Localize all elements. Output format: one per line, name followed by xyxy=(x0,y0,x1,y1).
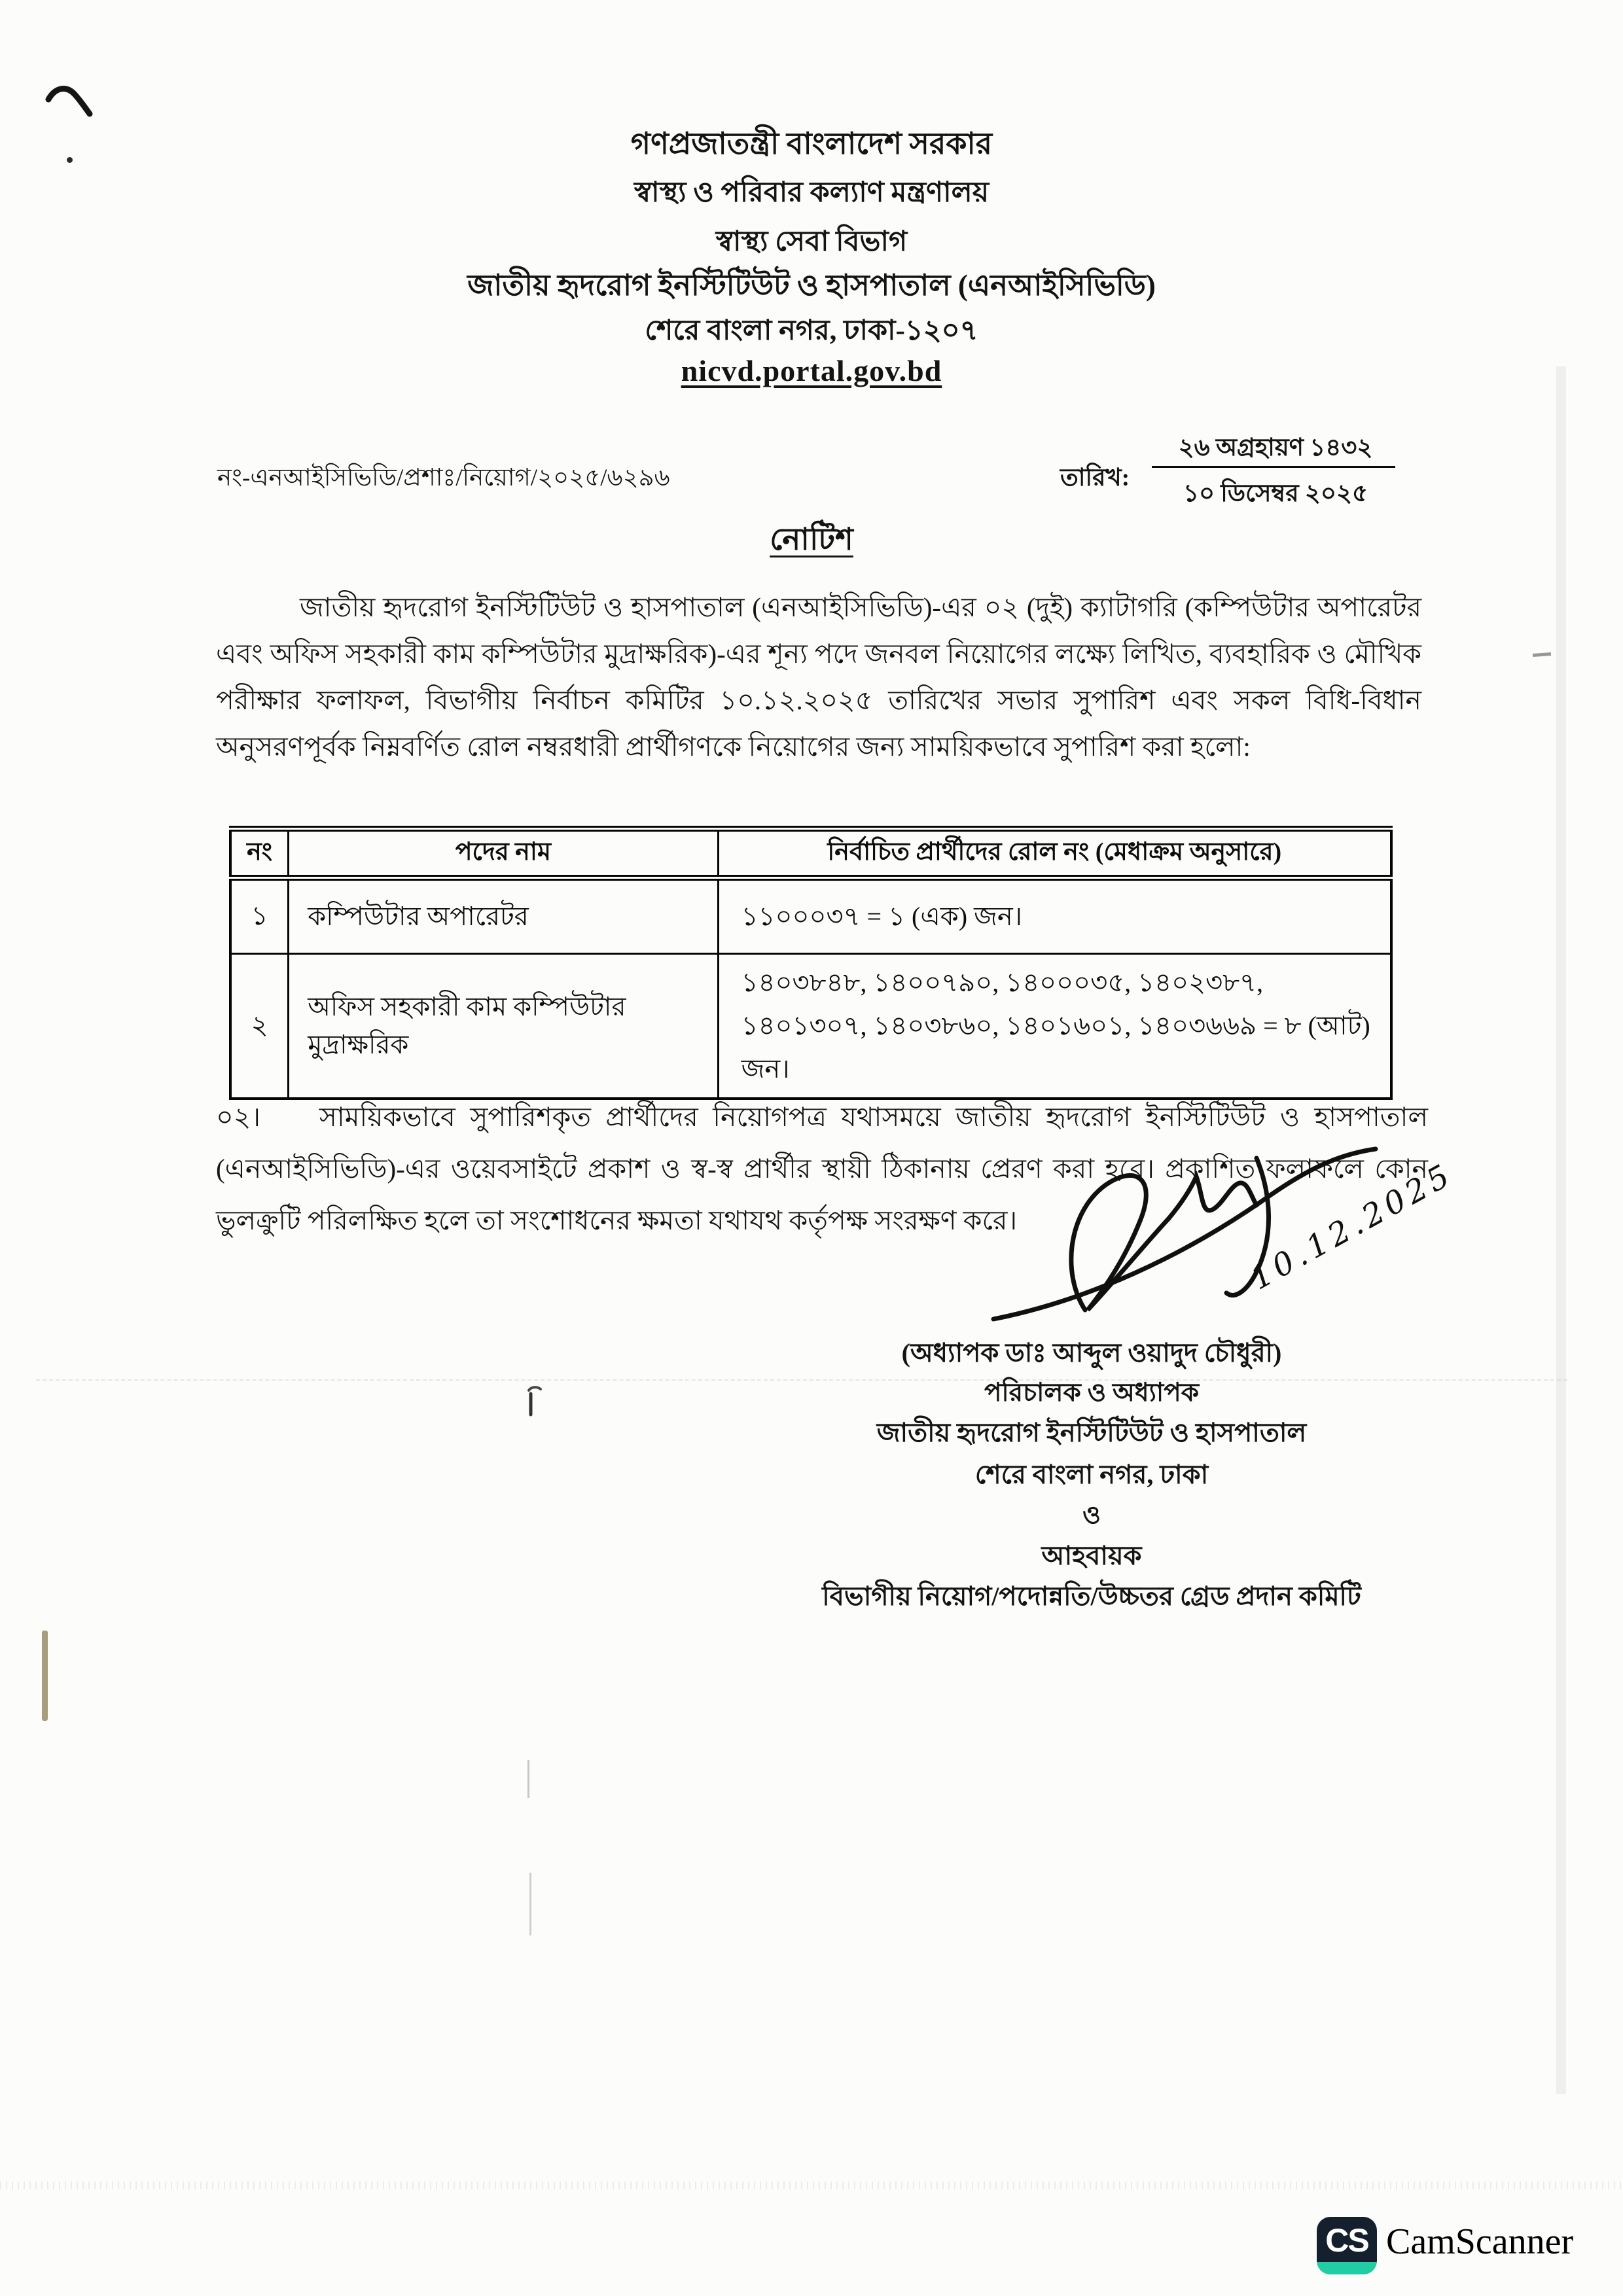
row-roll-numbers: ১১০০০৩৭ = ১ (এক) জন। xyxy=(718,878,1391,954)
date-label: তারিখ: xyxy=(1060,465,1130,491)
committee-name: বিভাগীয় নিয়োগ/পদোন্নতি/উচ্চতর গ্রেড প্রদান কমিটি xyxy=(822,1581,1361,1611)
table-row xyxy=(230,954,1391,1099)
scan-streak xyxy=(529,1873,531,1935)
camscanner-icon-cs-text: CS xyxy=(1325,2221,1368,2259)
camscanner-app-icon xyxy=(1317,2217,1377,2274)
notice-clause-02: ০২। সাময়িকভাবে সুপারিশকৃত প্রার্থীদের নিয়োগপত্র যথাসময়ে জাতীয় হৃদরোগ ইনস্টিটিউট ও হাসপাতাল (এনআইসিভিডি)-এর ওয়েবসাইটে প্রকাশ ও স্ব-স্ব প্রার্থীর স্থায়ী ঠিকানায় প্রেরণ করা হবে। প্রকাশিত ফলাফলে কোন ভুলক্রুটি পরিলক্ষিত হলে তা সংশোধনের ক্ষমতা যথাযথ কর্তৃপক্ষ সংরক্ষণ করে। xyxy=(216,1102,1428,1235)
col-header-post: পদের নাম xyxy=(289,829,718,878)
row-serial: ১ xyxy=(230,878,289,954)
row-post-name: অফিস সহকারী কাম কম্পিউটার মুদ্রাক্ষরিক xyxy=(289,954,718,1099)
conjunction-and: ও xyxy=(1082,1502,1101,1529)
signatory-address: শেরে বাংলা নগর, ঢাকা xyxy=(974,1460,1209,1489)
col-header-serial: নং xyxy=(230,829,289,878)
ink-mark xyxy=(522,1385,552,1419)
date-gregorian: ১০ ডিসেম্বর ২০২৫ xyxy=(1183,480,1368,507)
website-url: nicvd.portal.gov.bd xyxy=(681,354,942,387)
handwritten-date: 10.12.2025 xyxy=(1244,1156,1460,1298)
table-header-row xyxy=(230,829,1391,878)
table-row xyxy=(230,878,1391,954)
stray-dash xyxy=(1533,652,1551,657)
scan-noise-strip xyxy=(0,2181,1623,2189)
institute-address: শেরে বাংলা নগর, ঢাকা-১২০৭ xyxy=(645,315,978,346)
row-roll-numbers: ১৪০৩৮৪৮, ১৪০০৭৯০, ১৪০০০৩৫, ১৪০২৩৮৭, ১৪০১৩০৭, ১৪০৩৮৬০, ১৪০১৬০১, ১৪০৩৬৬৯ = ৮ (আট) জন। xyxy=(718,954,1391,1099)
division-title: স্বাস্থ্য সেবা বিভাগ xyxy=(715,226,908,257)
col-header-roll: নির্বাচিত প্রার্থীদের রোল নং (মেধাক্রম অনুসারে) xyxy=(718,829,1391,878)
govt-title: গণপ্রজাতন্ত্রী বাংলাদেশ সরকার xyxy=(630,127,993,160)
notice-heading: নোটিশ xyxy=(770,523,853,557)
memo-number: নং-এনআইসিভিডি/প্রশাঃ/নিয়োগ/২০২৫/৬২৯৬ xyxy=(217,465,670,491)
date-bangla: ২৬ অগ্রহায়ণ ১৪৩২ xyxy=(1178,434,1373,461)
camscanner-icon-accent-band xyxy=(1317,2262,1377,2274)
signatory-designation: পরিচালক ও অধ্যাপক xyxy=(984,1379,1199,1407)
scan-shadow-band xyxy=(1556,366,1566,2094)
row-post-name: কম্পিউটার অপারেটর xyxy=(289,878,718,954)
pen-mark-top-left xyxy=(45,84,97,120)
camscanner-wordmark: CamScanner xyxy=(1386,2221,1574,2262)
left-edge-artifact xyxy=(42,1631,48,1721)
ministry-title: স্বাস্থ্য ও পরিবার কল্যাণ মন্ত্রণালয় xyxy=(633,177,990,208)
signatory-institute: জাতীয় হৃদরোগ ইনস্টিটিউট ও হাসপাতাল xyxy=(876,1418,1307,1447)
selected-candidates-table xyxy=(229,826,1393,1100)
signatory-role-convener: আহবায়ক xyxy=(1041,1541,1142,1570)
scan-streak xyxy=(527,1760,529,1798)
institute-title: জাতীয় হৃদরোগ ইনস্টিটিউট ও হাসপাতাল (এনআইসিভিডি) xyxy=(467,269,1156,302)
notice-body-paragraph: জাতীয় হৃদরোগ ইনস্টিটিউট ও হাসপাতাল (এনআইসিভিডি)-এর ০২ (দুই) ক্যাটাগরি (কম্পিউটার অপারেটর এবং অফিস সহকারী কাম কম্পিউটার মুদ্রাক্ষরিক)-এর শূন্য পদে জনবল নিয়োগের লক্ষ্যে লিখিত, ব্যবহারিক ও মৌখিক পরীক্ষার ফলাফল, বিভাগীয় নির্বাচন কমিটির ১০.১২.২০২৫ তারিখের সভার সুপারিশ এবং সকল বিধি-বিধান অনুসরণপূর্বক নিম্নবর্ণিত রোল নম্বরধারী প্রার্থীগণকে নিয়োগের জন্য সাময়িকভাবে সুপারিশ করা হলো: xyxy=(216,592,1421,762)
row-serial: ২ xyxy=(230,954,289,1099)
signatory-name: (অধ্যাপক ডাঃ আব্দুল ওয়াদুদ চৌধুরী) xyxy=(901,1338,1282,1368)
date-divider-line xyxy=(1152,466,1395,468)
